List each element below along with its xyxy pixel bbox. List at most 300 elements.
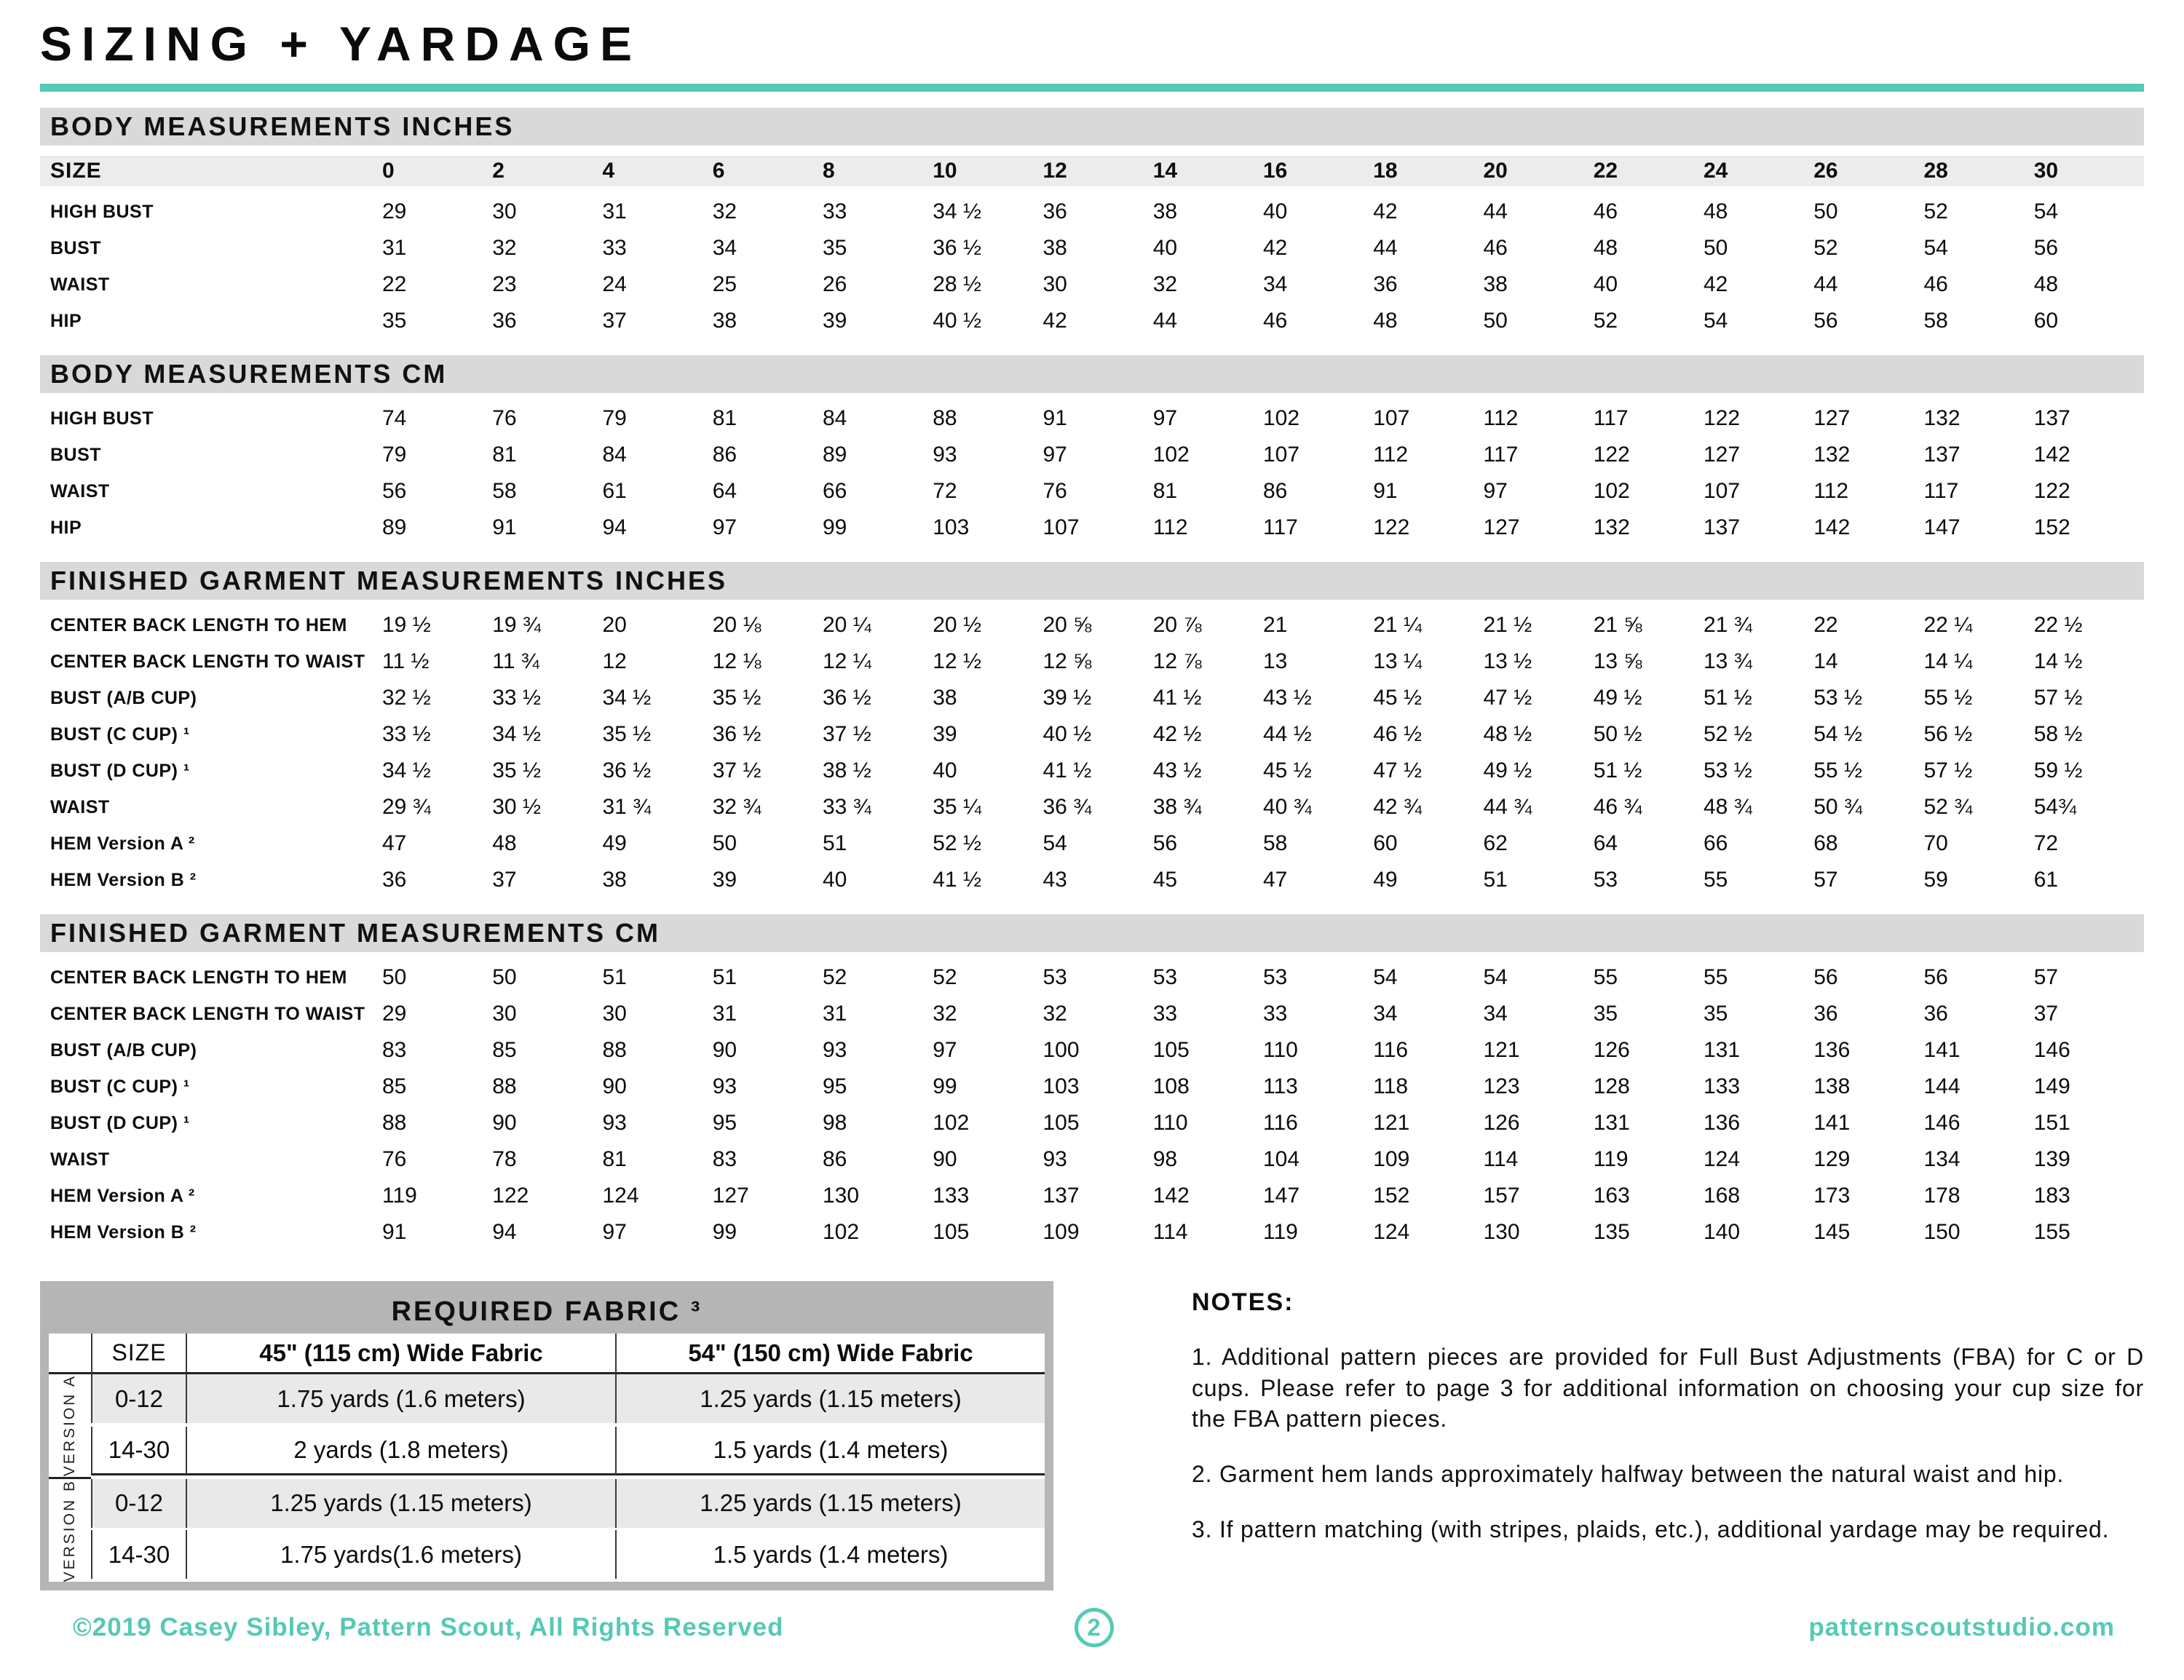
table-row	[40, 789, 2144, 825]
table-cell: 12 ⅛	[712, 649, 761, 674]
table-row	[40, 959, 2144, 996]
table-cell: 30	[492, 199, 517, 224]
table-cell: 117	[1923, 479, 1959, 504]
table-cell: 94	[492, 1220, 517, 1245]
table-cell: 36	[1373, 272, 1398, 297]
table-cell: 122	[1593, 443, 1630, 467]
row-label: WAIST	[50, 1149, 110, 1170]
table-cell: 42	[1042, 309, 1067, 333]
table-cell: 135	[1593, 1220, 1630, 1245]
table-row	[40, 1214, 2144, 1251]
fabric-size-range: 0-12	[91, 1374, 186, 1423]
table-cell: 146	[2033, 1038, 2070, 1063]
table-cell: 55 ½	[1923, 686, 1973, 710]
table-cell: 38	[1042, 236, 1067, 261]
size-value: 4	[602, 159, 615, 183]
row-label: CENTER BACK LENGTH TO WAIST	[50, 1003, 365, 1024]
row-label: WAIST	[50, 480, 110, 502]
table-cell: 51	[1483, 868, 1508, 892]
row-label: HIP	[50, 517, 82, 538]
table-cell: 121	[1483, 1038, 1520, 1063]
table-cell: 97	[712, 515, 737, 540]
row-label: WAIST	[50, 796, 110, 817]
table-cell: 138	[1813, 1074, 1851, 1099]
page-title: SIZING + YARDAGE	[40, 17, 642, 71]
table-cell: 91	[1042, 406, 1067, 431]
table-cell: 35	[1593, 1002, 1618, 1026]
table-cell: 48	[1373, 309, 1398, 333]
table-cell: 70	[1923, 831, 1948, 856]
row-label: HIGH BUST	[50, 201, 154, 222]
table-cell: 83	[712, 1147, 737, 1172]
table-cell: 68	[1813, 831, 1838, 856]
table-cell: 127	[712, 1184, 749, 1208]
table-cell: 48 ½	[1483, 722, 1532, 747]
table-cell: 56	[1152, 831, 1178, 856]
table-cell: 34 ½	[602, 686, 652, 710]
table-cell: 40 ¾	[1263, 795, 1312, 820]
table-cell: 33 ½	[492, 686, 541, 710]
table-rows	[40, 186, 2144, 339]
table-cell: 94	[602, 515, 627, 540]
table-cell: 144	[1923, 1074, 1961, 1099]
table-cell: 52	[1813, 236, 1838, 261]
table-cell: 29	[382, 199, 407, 224]
table-row	[40, 473, 2144, 510]
table-cell: 46	[1593, 199, 1618, 224]
table-cell: 81	[602, 1147, 627, 1172]
table-cell: 97	[1152, 406, 1178, 431]
table-cell: 118	[1373, 1074, 1409, 1099]
table-cell: 44 ½	[1263, 722, 1312, 747]
table-cell: 41 ½	[933, 868, 981, 892]
page-number: 2	[1087, 1614, 1101, 1641]
table-cell: 86	[823, 1147, 847, 1172]
table-cell: 131	[1593, 1111, 1630, 1136]
table-cell: 137	[2033, 406, 2070, 431]
row-label: HEM Version A ²	[50, 833, 195, 854]
table-cell: 109	[1373, 1147, 1410, 1172]
table-cell: 32	[933, 1002, 957, 1026]
table-cell: 56	[382, 479, 407, 504]
table-cell: 33 ½	[382, 722, 431, 747]
table-cell: 178	[1923, 1184, 1961, 1208]
table-cell: 40	[1593, 272, 1618, 297]
table-cell: 137	[1923, 443, 1961, 467]
table-cell: 74	[382, 406, 407, 431]
table-cell: 84	[602, 443, 627, 467]
table-cell: 83	[382, 1038, 407, 1063]
table-cell: 78	[492, 1147, 517, 1172]
table-cell: 50	[1813, 199, 1838, 224]
table-cell: 37	[492, 868, 517, 892]
table-cell: 56	[1923, 965, 1948, 990]
fabric-size-range: 14-30	[91, 1530, 186, 1579]
table-cell: 84	[823, 406, 847, 431]
table-cell: 157	[1483, 1184, 1520, 1208]
table-cell: 142	[1813, 515, 1851, 540]
table-row	[40, 510, 2144, 546]
table-cell: 97	[1483, 479, 1508, 504]
table-cell: 47	[1263, 868, 1288, 892]
fabric-header-54: 54" (150 cm) Wide Fabric	[615, 1334, 1045, 1374]
table-cell: 38	[1152, 199, 1178, 224]
table-cell: 54	[1373, 965, 1398, 990]
table-cell: 102	[933, 1111, 970, 1136]
finished-garment-cm-table	[40, 914, 2144, 1251]
table-cell: 33	[1152, 1002, 1178, 1026]
table-cell: 56	[1813, 309, 1838, 333]
table-cell: 13 ¾	[1704, 649, 1752, 674]
size-value: 6	[712, 159, 725, 183]
table-row	[40, 437, 2144, 473]
table-cell: 34 ½	[492, 722, 541, 747]
table-cell: 57 ½	[1923, 758, 1973, 783]
table-cell: 95	[712, 1111, 737, 1136]
table-cell: 50	[1483, 309, 1508, 333]
table-cell: 132	[1593, 515, 1630, 540]
table-cell: 112	[1813, 479, 1849, 504]
table-cell: 56	[2033, 236, 2059, 261]
table-cell: 116	[1373, 1038, 1409, 1063]
table-cell: 95	[823, 1074, 847, 1099]
version-b-label: VERSION B	[49, 1479, 91, 1582]
fabric-yardage-54: 1.5 yards (1.4 meters)	[615, 1427, 1045, 1475]
table-cell: 116	[1263, 1111, 1298, 1136]
table-cell: 58	[1263, 831, 1288, 856]
table-cell: 39	[933, 722, 957, 747]
table-cell: 57	[1813, 868, 1838, 892]
table-cell: 45 ½	[1263, 758, 1312, 783]
table-cell: 46	[1483, 236, 1508, 261]
table-cell: 41 ½	[1152, 686, 1202, 710]
table-cell: 32	[1152, 272, 1178, 297]
fabric-yardage-45: 2 yards (1.8 meters)	[186, 1427, 615, 1475]
table-cell: 86	[712, 443, 737, 467]
table-cell: 48	[1593, 236, 1618, 261]
table-cell: 98	[823, 1111, 847, 1136]
table-cell: 112	[1373, 443, 1409, 467]
table-cell: 46	[1923, 272, 1948, 297]
table-cell: 150	[1923, 1220, 1961, 1245]
row-label: HEM Version B ²	[50, 1221, 197, 1243]
table-cell: 93	[933, 443, 957, 467]
table-cell: 64	[712, 479, 737, 504]
fabric-yardage-54: 1.25 yards (1.15 meters)	[615, 1374, 1045, 1423]
table-cell: 163	[1593, 1184, 1630, 1208]
table-cell: 51 ½	[1704, 686, 1752, 710]
table-cell: 121	[1373, 1111, 1410, 1136]
table-cell: 93	[602, 1111, 627, 1136]
version-a-label: VERSION A	[49, 1374, 91, 1478]
table-cell: 113	[1263, 1074, 1298, 1099]
table-row	[40, 1069, 2144, 1105]
accent-divider	[40, 84, 2144, 92]
table-cell: 43	[1042, 868, 1067, 892]
table-cell: 112	[1152, 515, 1188, 540]
table-cell: 34	[1263, 272, 1288, 297]
table-cell: 58	[1923, 309, 1948, 333]
size-header-label: SIZE	[50, 159, 102, 183]
note-item: 1. Additional pattern pieces are provided for Full Bust Adjustments (FBA) for C or D cups. Please refer to page 3 for additional information on choosing your cup size for the FBA pattern pieces.	[1192, 1344, 2144, 1432]
table-cell: 108	[1152, 1074, 1190, 1099]
table-cell: 30	[1042, 272, 1067, 297]
table-cell: 32	[712, 199, 737, 224]
table-cell: 53 ½	[1813, 686, 1862, 710]
table-cell: 13 ¼	[1373, 649, 1422, 674]
table-cell: 13	[1263, 649, 1288, 674]
section-header: BODY MEASUREMENTS CM	[40, 355, 2144, 393]
table-cell: 52 ¾	[1923, 795, 1973, 820]
table-cell: 97	[933, 1038, 957, 1063]
table-cell: 19 ¾	[492, 613, 541, 638]
size-value: 20	[1483, 159, 1508, 183]
note-item: 3. If pattern matching (with stripes, plaids, etc.), additional yardage may be required.	[1192, 1516, 2110, 1543]
table-cell: 129	[1813, 1147, 1851, 1172]
fabric-yardage-54: 1.25 yards (1.15 meters)	[615, 1479, 1045, 1528]
table-cell: 109	[1042, 1220, 1080, 1245]
table-cell: 107	[1042, 515, 1080, 540]
table-cell: 12 ¼	[823, 649, 871, 674]
table-cell: 29 ¾	[382, 795, 431, 820]
table-row	[40, 753, 2144, 789]
size-value: 14	[1152, 159, 1178, 183]
table-cell: 37 ½	[823, 722, 871, 747]
table-cell: 136	[1704, 1111, 1741, 1136]
table-cell: 52 ½	[1704, 722, 1752, 747]
table-cell: 105	[1152, 1038, 1190, 1063]
table-cell: 42	[1263, 236, 1288, 261]
table-cell: 152	[1373, 1184, 1410, 1208]
table-cell: 141	[1813, 1111, 1851, 1136]
table-cell: 32	[492, 236, 517, 261]
page-number-badge	[1075, 1608, 1114, 1647]
table-cell: 117	[1593, 406, 1629, 431]
table-cell: 122	[1704, 406, 1741, 431]
row-label: BUST (C CUP) ¹	[50, 1076, 190, 1097]
table-cell: 130	[823, 1184, 860, 1208]
table-cell: 103	[933, 515, 970, 540]
table-cell: 146	[1923, 1111, 1961, 1136]
table-cell: 32 ½	[382, 686, 431, 710]
table-cell: 85	[382, 1074, 407, 1099]
row-label: CENTER BACK LENGTH TO WAIST	[50, 651, 365, 672]
table-cell: 12 ½	[933, 649, 981, 674]
table-cell: 50 ¾	[1813, 795, 1862, 820]
size-value: 12	[1042, 159, 1067, 183]
notes-list	[1192, 1342, 2144, 1545]
table-cell: 51	[823, 831, 847, 856]
table-cell: 39	[712, 868, 737, 892]
table-cell: 145	[1813, 1220, 1851, 1245]
row-label: BUST (C CUP) ¹	[50, 724, 190, 745]
table-rows	[40, 600, 2144, 898]
table-cell: 48	[1704, 199, 1728, 224]
note-item: 2. Garment hem lands approximately halfway between the natural waist and hip.	[1192, 1461, 2065, 1487]
table-cell: 53	[1593, 868, 1618, 892]
table-cell: 33 ¾	[823, 795, 871, 820]
table-cell: 14 ½	[2033, 649, 2083, 674]
table-cell: 51	[712, 965, 737, 990]
table-cell: 60	[2033, 309, 2059, 333]
table-cell: 88	[492, 1074, 517, 1099]
table-cell: 76	[382, 1147, 407, 1172]
table-cell: 13 ⅝	[1593, 649, 1642, 674]
fabric-header-size: SIZE	[91, 1334, 186, 1374]
table-cell: 11 ½	[382, 649, 430, 674]
table-cell: 36	[492, 309, 517, 333]
table-cell: 76	[1042, 479, 1067, 504]
table-cell: 36	[1923, 1002, 1948, 1026]
table-cell: 93	[712, 1074, 737, 1099]
table-cell: 54	[1042, 831, 1067, 856]
table-cell: 34 ½	[933, 199, 981, 224]
required-fabric-title: REQUIRED FABRIC ³	[391, 1296, 703, 1327]
table-cell: 25	[712, 272, 737, 297]
table-cell: 98	[1152, 1147, 1178, 1172]
table-cell: 34	[1373, 1002, 1398, 1026]
table-cell: 91	[492, 515, 517, 540]
table-cell: 55	[1593, 965, 1618, 990]
table-cell: 52 ½	[933, 831, 981, 856]
table-cell: 20 ½	[933, 613, 981, 638]
table-cell: 45 ½	[1373, 686, 1422, 710]
table-row	[40, 266, 2144, 303]
table-cell: 22 ½	[2033, 613, 2083, 638]
size-value: 8	[823, 159, 835, 183]
table-row	[40, 230, 2144, 266]
table-cell: 127	[1483, 515, 1520, 540]
table-cell: 35	[1704, 1002, 1728, 1026]
table-cell: 97	[1042, 443, 1067, 467]
table-cell: 54 ½	[1813, 722, 1862, 747]
table-cell: 54	[1923, 236, 1948, 261]
fabric-yardage-45: 1.75 yards(1.6 meters)	[186, 1530, 615, 1579]
table-cell: 40	[823, 868, 847, 892]
table-cell: 110	[1152, 1111, 1188, 1136]
table-cell: 20 ⅛	[712, 613, 761, 638]
table-cell: 122	[2033, 479, 2070, 504]
table-cell: 79	[602, 406, 627, 431]
table-cell: 81	[712, 406, 737, 431]
table-cell: 50	[492, 965, 517, 990]
table-cell: 52	[1923, 199, 1948, 224]
table-cell: 46 ½	[1373, 722, 1422, 747]
table-cell: 76	[492, 406, 517, 431]
table-cell: 40	[933, 758, 957, 783]
table-cell: 47	[382, 831, 407, 856]
table-cell: 33	[1263, 1002, 1288, 1026]
fabric-size-range: 14-30	[91, 1427, 186, 1475]
table-cell: 99	[933, 1074, 957, 1099]
table-cell: 53	[1152, 965, 1178, 990]
table-cell: 81	[492, 443, 517, 467]
table-cell: 147	[1263, 1184, 1300, 1208]
table-cell: 119	[382, 1184, 417, 1208]
row-label: HEM Version A ²	[50, 1185, 195, 1206]
table-cell: 42	[1704, 272, 1728, 297]
table-cell: 90	[712, 1038, 737, 1063]
table-cell: 33	[602, 236, 627, 261]
table-cell: 51	[602, 965, 627, 990]
size-value: 28	[1923, 159, 1948, 183]
table-cell: 49	[1373, 868, 1398, 892]
table-cell: 155	[2033, 1220, 2070, 1245]
table-rows	[40, 952, 2144, 1251]
table-cell: 61	[2033, 868, 2059, 892]
table-cell: 48	[2033, 272, 2059, 297]
table-rows	[40, 393, 2144, 546]
table-cell: 114	[1483, 1147, 1519, 1172]
size-value: 22	[1593, 159, 1618, 183]
fabric-yardage-45: 1.75 yards (1.6 meters)	[186, 1374, 615, 1423]
table-cell: 102	[1593, 479, 1630, 504]
table-row	[40, 680, 2144, 716]
table-cell: 36	[1042, 199, 1067, 224]
row-label: HIGH BUST	[50, 408, 154, 429]
table-cell: 81	[1152, 479, 1178, 504]
table-cell: 43 ½	[1152, 758, 1202, 783]
size-header-row	[40, 156, 2144, 186]
table-cell: 126	[1593, 1038, 1630, 1063]
size-value: 30	[2033, 159, 2059, 183]
table-cell: 53	[1042, 965, 1067, 990]
table-cell: 66	[1704, 831, 1728, 856]
table-cell: 20	[602, 613, 627, 638]
size-value: 10	[933, 159, 957, 183]
row-label: BUST	[50, 444, 102, 465]
table-cell: 46 ¾	[1593, 795, 1642, 820]
table-cell: 105	[933, 1220, 970, 1245]
table-cell: 124	[1373, 1220, 1410, 1245]
page-footer	[73, 1606, 2115, 1649]
table-cell: 32	[1042, 1002, 1067, 1026]
table-cell: 132	[1813, 443, 1851, 467]
table-cell: 35 ½	[602, 722, 652, 747]
table-cell: 91	[1373, 479, 1398, 504]
table-cell: 38 ½	[823, 758, 871, 783]
finished-garment-inches-table	[40, 562, 2144, 898]
table-cell: 48	[492, 831, 517, 856]
table-cell: 40	[1263, 199, 1288, 224]
table-cell: 59	[1923, 868, 1948, 892]
table-cell: 72	[2033, 831, 2059, 856]
website-link[interactable]: patternscoutstudio.com	[1808, 1613, 2115, 1641]
table-cell: 168	[1704, 1184, 1741, 1208]
table-cell: 104	[1263, 1147, 1300, 1172]
table-cell: 37	[2033, 1002, 2059, 1026]
table-cell: 183	[2033, 1184, 2070, 1208]
table-cell: 133	[933, 1184, 970, 1208]
size-value: 26	[1813, 159, 1838, 183]
row-label: CENTER BACK LENGTH TO HEM	[50, 967, 347, 988]
table-cell: 127	[1704, 443, 1741, 467]
table-cell: 30	[492, 1002, 517, 1026]
table-cell: 64	[1593, 831, 1618, 856]
table-cell: 26	[823, 272, 847, 297]
table-cell: 85	[492, 1038, 517, 1063]
table-row	[40, 194, 2144, 230]
table-cell: 173	[1813, 1184, 1851, 1208]
table-cell: 39	[823, 309, 847, 333]
table-cell: 22 ¼	[1923, 613, 1973, 638]
table-cell: 126	[1483, 1111, 1520, 1136]
table-cell: 152	[2033, 515, 2070, 540]
table-cell: 21 ¾	[1704, 613, 1752, 638]
table-row	[40, 1178, 2144, 1214]
table-cell: 93	[1042, 1147, 1067, 1172]
table-cell: 89	[823, 443, 847, 467]
